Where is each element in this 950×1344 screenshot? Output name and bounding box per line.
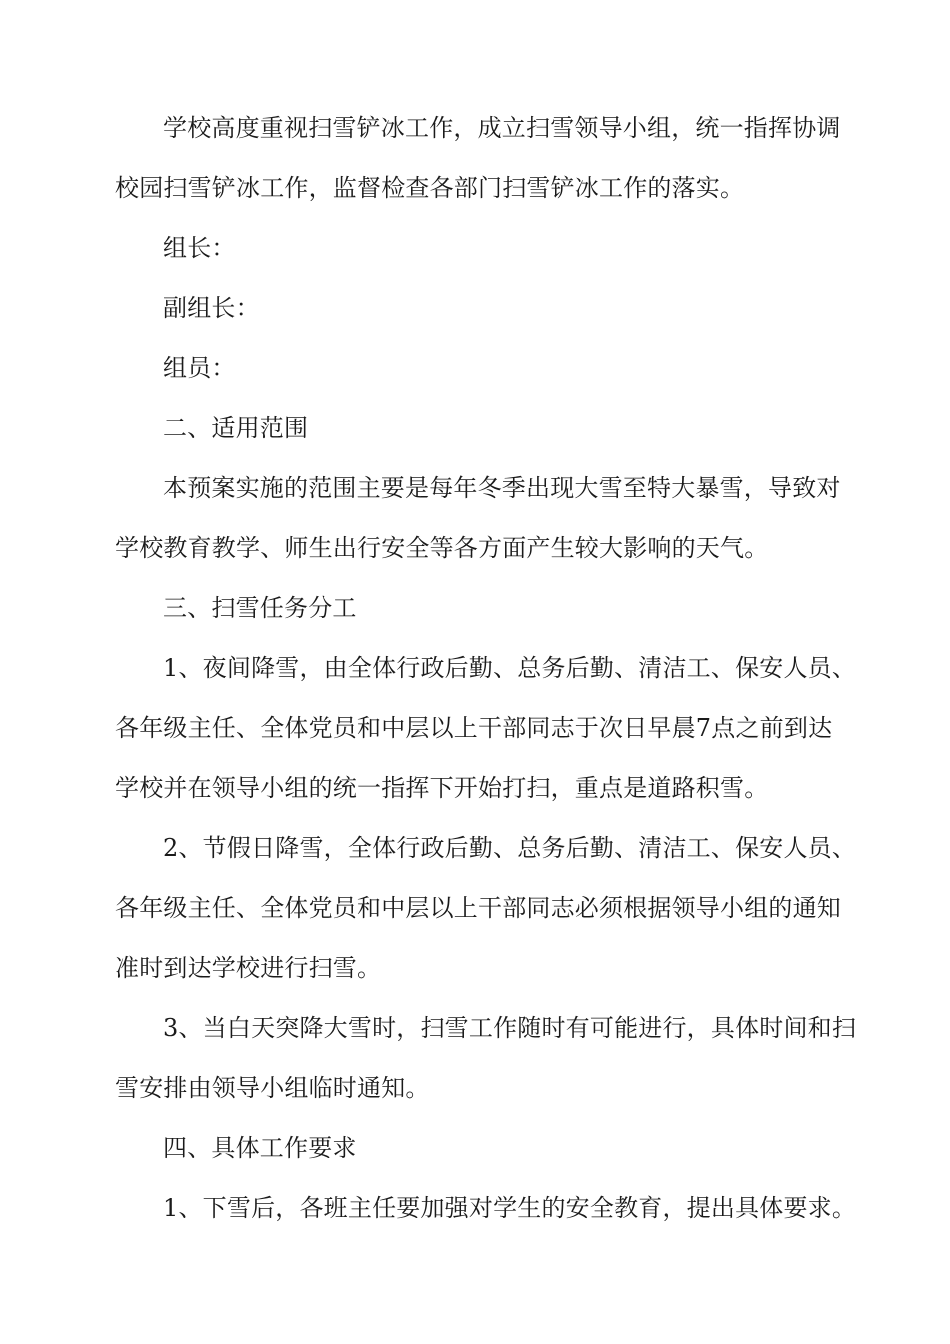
paragraph-line: 校园扫雪铲冰工作，监督检查各部门扫雪铲冰工作的落实。	[115, 174, 745, 202]
paragraph-line: 学校并在领导小组的统一指挥下开始打扫，重点是道路积雪。	[115, 774, 769, 802]
document-body	[115, 98, 857, 1238]
section-heading: 二、适用范围	[163, 414, 309, 442]
section-heading: 四、具体工作要求	[163, 1134, 357, 1162]
deputy-leader-label: 副组长：	[163, 294, 260, 322]
paragraph-line: 2、节假日降雪，全体行政后勤、总务后勤、清洁工、保安人员、	[163, 834, 857, 862]
paragraph-line: 1、下雪后，各班主任要加强对学生的安全教育，提出具体要求。	[163, 1194, 857, 1222]
members-label: 组员：	[163, 354, 236, 382]
paragraph-line: 雪安排由领导小组临时通知。	[115, 1074, 430, 1102]
group-leader-label: 组长：	[163, 234, 236, 262]
paragraph-line: 本预案实施的范围主要是每年冬季出现大雪至特大暴雪，导致对	[163, 474, 841, 502]
paragraph-line: 1、夜间降雪，由全体行政后勤、总务后勤、清洁工、保安人员、	[163, 654, 857, 682]
paragraph-line: 学校教育教学、师生出行安全等各方面产生较大影响的天气。	[115, 534, 769, 562]
paragraph-line: 学校高度重视扫雪铲冰工作，成立扫雪领导小组，统一指挥协调	[163, 114, 841, 142]
paragraph-line: 3、当白天突降大雪时，扫雪工作随时有可能进行，具体时间和扫	[163, 1014, 857, 1042]
paragraph-line: 各年级主任、全体党员和中层以上干部同志于次日早晨7点之前到达	[115, 714, 833, 742]
section-heading: 三、扫雪任务分工	[163, 594, 357, 622]
paragraph-line: 准时到达学校进行扫雪。	[115, 954, 382, 982]
paragraph-line: 各年级主任、全体党员和中层以上干部同志必须根据领导小组的通知	[115, 894, 841, 922]
